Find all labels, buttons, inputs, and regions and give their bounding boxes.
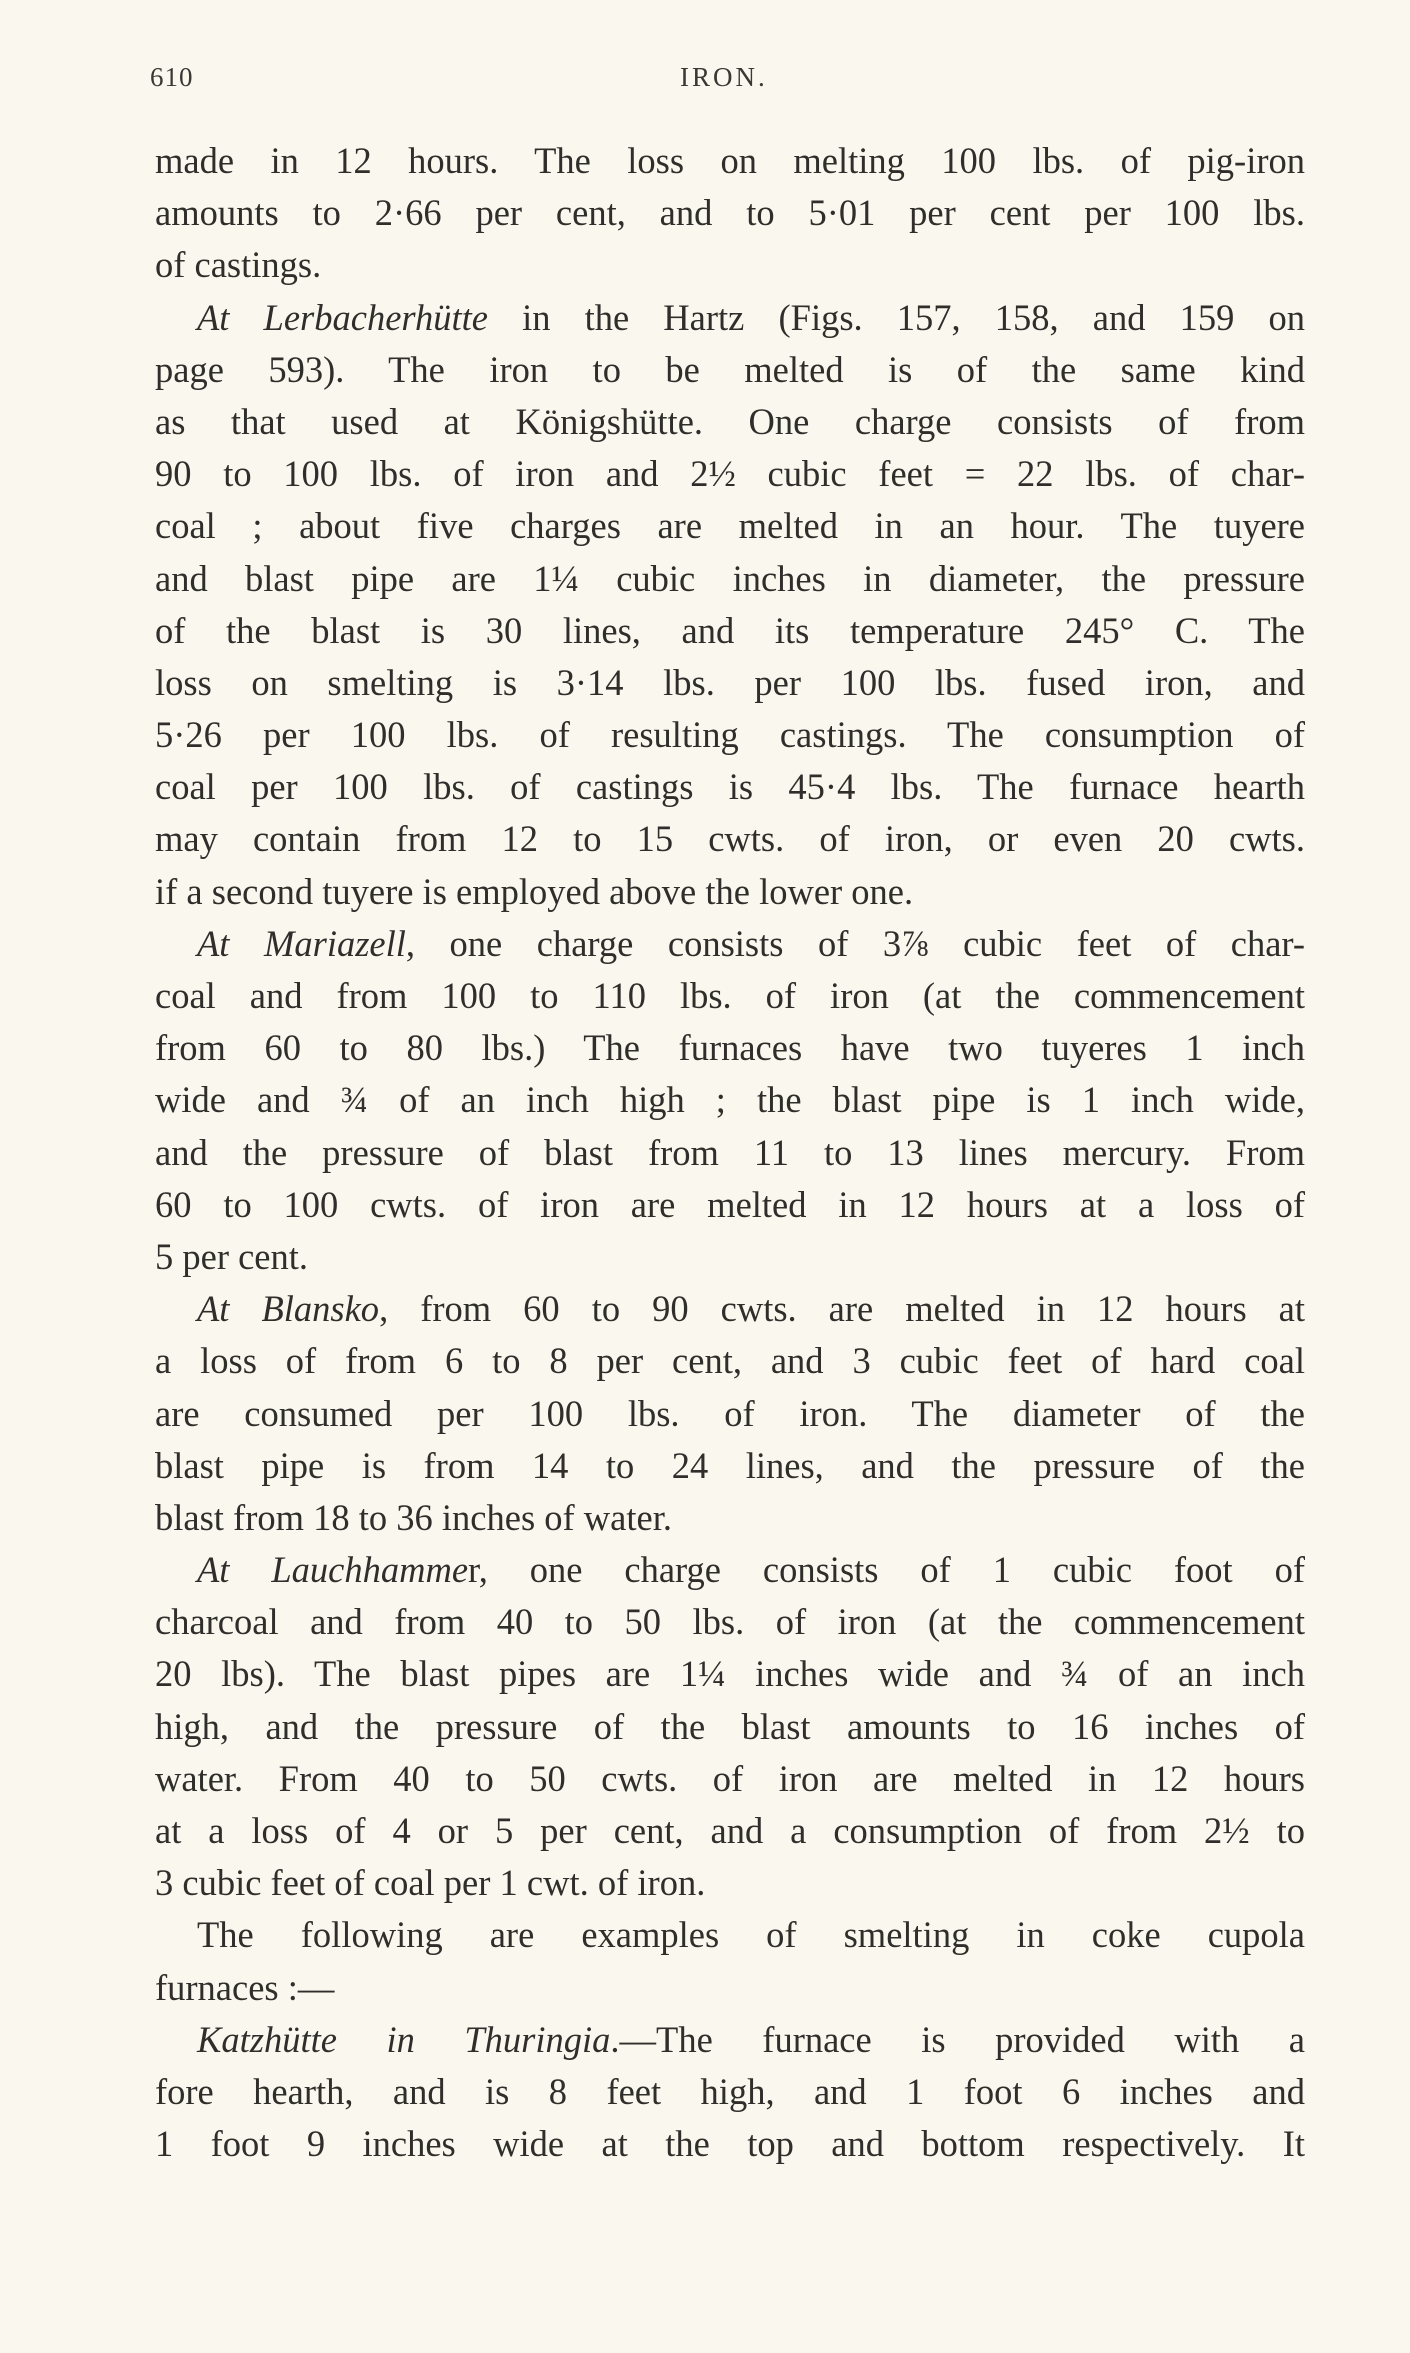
text-line: wide and ¾ of an inch high ; the blast pipe is 1 inch wide, xyxy=(155,1079,1305,1121)
text-line: if a second tuyere is employed above the lower one. xyxy=(155,870,914,912)
text-line: and the pressure of blast from 11 to 13 lines mercury. From xyxy=(155,1131,1305,1173)
text-line: furnaces :— xyxy=(155,1966,335,2008)
text-line: from 60 to 80 lbs.) The furnaces have two tuyeres 1 inch xyxy=(155,1027,1305,1069)
text-line: of the blast is 30 lines, and its temperature 245° C. The xyxy=(155,609,1305,651)
place-name: At Lauchhamme xyxy=(197,1549,469,1591)
text-line: 60 to 100 cwts. of iron are melted in 12 hours at a loss of xyxy=(155,1183,1305,1225)
text-line: coal per 100 lbs. of castings is 45·4 lbs. The furnace hearth xyxy=(155,766,1305,808)
page-number: 610 xyxy=(150,62,194,92)
text-line: 1 foot 9 inches wide at the top and bottom respectively. It xyxy=(155,2123,1305,2165)
text-line: At Lauchhammer, one charge consists of 1 cubic foot of xyxy=(197,1549,1305,1591)
text-line: fore hearth, and is 8 feet high, and 1 foot 6 inches and xyxy=(155,2070,1305,2112)
text-line: amounts to 2·66 per cent, and to 5·01 per cent per 100 lbs. xyxy=(155,192,1305,234)
text-line: made in 12 hours. The loss on melting 100 lbs. of pig-iron xyxy=(155,140,1305,181)
text-line: blast pipe is from 14 to 24 lines, and the pressure of the xyxy=(155,1444,1305,1486)
text-line: charcoal and from 40 to 50 lbs. of iron (at the commencement xyxy=(155,1601,1305,1643)
text-line: a loss of from 6 to 8 per cent, and 3 cubic feet of hard coal xyxy=(155,1340,1305,1382)
text-line: are consumed per 100 lbs. of iron. The diameter of the xyxy=(155,1392,1305,1434)
place-name: Katzhütte in Thuringia xyxy=(197,2018,611,2060)
text-line: high, and the pressure of the blast amounts to 16 inches of xyxy=(155,1705,1305,1747)
text-line: page 593). The iron to be melted is of the same kind xyxy=(155,348,1305,390)
running-head xyxy=(150,62,1310,102)
text-line: coal and from 100 to 110 lbs. of iron (at the commencement xyxy=(155,975,1305,1016)
body-text xyxy=(155,135,1305,2170)
place-name: At Mariazell xyxy=(197,922,406,964)
text-line: and blast pipe are 1¼ cubic inches in diameter, the pressure xyxy=(155,557,1305,599)
text-line: coal ; about five charges are melted in an hour. The tuyere xyxy=(155,505,1305,547)
text-line: as that used at Königshütte. One charge consists of from xyxy=(155,400,1305,442)
text-line: 20 lbs). The blast pipes are 1¼ inches wide and ¾ of an inch xyxy=(155,1653,1305,1695)
place-name: At Lerbacherhütte xyxy=(197,296,488,338)
text-line: may contain from 12 to 15 cwts. of iron, or even 20 cwts. xyxy=(155,818,1305,860)
text-line: The following are examples of smelting in coke cupola xyxy=(197,1914,1305,1956)
text-line: of castings. xyxy=(155,244,322,286)
running-title: IRON. xyxy=(680,62,768,92)
text-line: 90 to 100 lbs. of iron and 2½ cubic feet = 22 lbs. of char- xyxy=(155,453,1305,495)
place-name: At Blansko xyxy=(197,1288,380,1330)
text-line: At Lerbacherhütte in the Hartz (Figs. 157, 158, and 159 on xyxy=(197,296,1305,338)
text-line: at a loss of 4 or 5 per cent, and a consumption of from 2½ to xyxy=(155,1810,1305,1851)
text-line: 5 per cent. xyxy=(155,1235,309,1277)
text-line: blast from 18 to 36 inches of water. xyxy=(155,1496,672,1538)
text-line: water. From 40 to 50 cwts. of iron are melted in 12 hours xyxy=(155,1757,1305,1799)
text-line: At Mariazell, one charge consists of 3⅞ cubic feet of char- xyxy=(197,922,1305,964)
text-line: Katzhütte in Thuringia.—The furnace is provided with a xyxy=(197,2018,1305,2060)
text-line: 5·26 per 100 lbs. of resulting castings. The consumption of xyxy=(155,714,1305,756)
text-line: 3 cubic feet of coal per 1 cwt. of iron. xyxy=(155,1862,706,1904)
text-line: At Blansko, from 60 to 90 cwts. are melted in 12 hours at xyxy=(197,1288,1305,1330)
text-line: loss on smelting is 3·14 lbs. per 100 lbs. fused iron, and xyxy=(155,661,1305,703)
